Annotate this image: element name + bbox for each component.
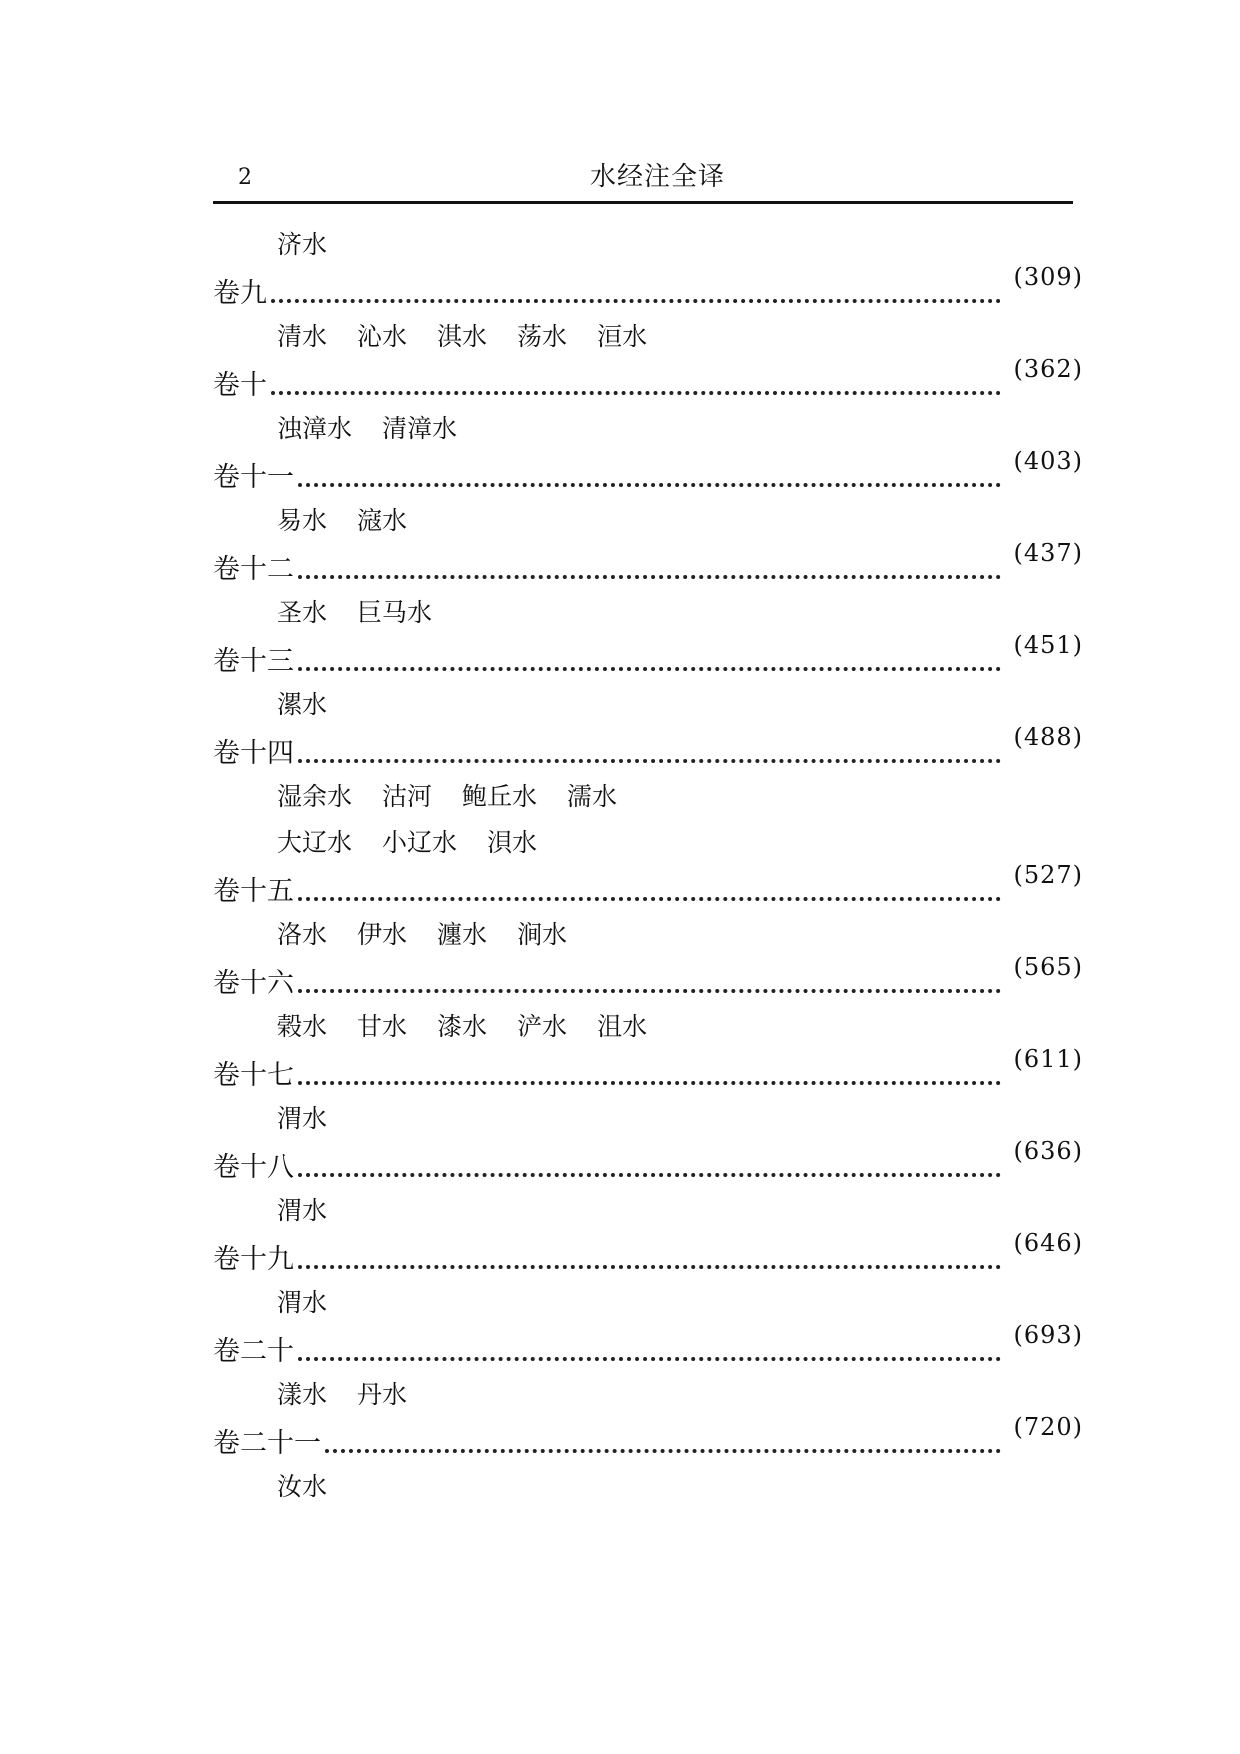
dot-leader xyxy=(298,1173,1001,1177)
volume-name: 卷十四 xyxy=(213,738,294,769)
river-name: 沁水 xyxy=(357,322,408,351)
dot-leader xyxy=(298,667,1001,671)
river-name: 濡水 xyxy=(567,782,618,811)
river-name: 浊漳水 xyxy=(277,414,353,443)
river-name: 瀍水 xyxy=(437,920,488,949)
page-number: 2 xyxy=(238,165,252,190)
volume-page-number: (362) xyxy=(1013,355,1083,383)
volume-name: 卷十六 xyxy=(213,968,294,999)
toc-volume-entry xyxy=(213,263,1083,314)
toc-river-list xyxy=(213,774,1083,820)
river-name: 漯水 xyxy=(277,690,328,719)
river-name: 涧水 xyxy=(517,920,568,949)
volume-page-number: (309) xyxy=(1013,263,1083,291)
toc-volume-entry xyxy=(213,723,1083,774)
volume-page-number: (646) xyxy=(1013,1229,1083,1257)
river-name: 湿余水 xyxy=(277,782,353,811)
volume-page-number: (488) xyxy=(1013,723,1083,751)
toc-volume-entry xyxy=(213,631,1083,682)
volume-name: 卷九 xyxy=(213,278,267,309)
river-name: 巨马水 xyxy=(357,598,433,627)
volume-page-number: (403) xyxy=(1013,447,1083,475)
river-name: 洛水 xyxy=(277,920,328,949)
toc-river-list xyxy=(213,682,1083,728)
toc-volume-entry xyxy=(213,1229,1083,1280)
river-name: 淇水 xyxy=(437,322,488,351)
header-rule xyxy=(213,201,1073,204)
river-name: 清漳水 xyxy=(382,414,458,443)
river-name: 渭水 xyxy=(277,1288,328,1317)
volume-page-number: (693) xyxy=(1013,1321,1083,1349)
toc-river-list xyxy=(213,1372,1083,1418)
river-name: 漆水 xyxy=(437,1012,488,1041)
volume-name: 卷十 xyxy=(213,370,267,401)
river-name: 小辽水 xyxy=(382,828,458,857)
toc-river-list xyxy=(213,1188,1083,1234)
dot-leader xyxy=(298,483,1001,487)
river-name: 滱水 xyxy=(357,506,408,535)
toc-volume-entry xyxy=(213,1137,1083,1188)
dot-leader xyxy=(325,1449,1001,1453)
toc-river-list xyxy=(213,1004,1083,1050)
volume-name: 卷十七 xyxy=(213,1060,294,1091)
dot-leader xyxy=(298,759,1001,763)
toc-river-list xyxy=(213,590,1083,636)
toc-river-list xyxy=(213,314,1083,360)
volume-name: 卷十二 xyxy=(213,554,294,585)
toc-volume-entry xyxy=(213,861,1083,912)
river-name: 大辽水 xyxy=(277,828,353,857)
river-name: 洹水 xyxy=(597,322,648,351)
volume-name: 卷二十 xyxy=(213,1336,294,1367)
toc-volume-entry xyxy=(213,1413,1083,1464)
toc-river-list xyxy=(213,1464,1083,1510)
river-name: 荡水 xyxy=(517,322,568,351)
volume-name: 卷十八 xyxy=(213,1152,294,1183)
river-name: 清水 xyxy=(277,322,328,351)
volume-name: 卷二十一 xyxy=(213,1428,321,1459)
river-name: 沽河 xyxy=(382,782,433,811)
toc-volume-entry xyxy=(213,355,1083,406)
running-title: 水经注全译 xyxy=(590,162,726,192)
toc-river-list xyxy=(213,1280,1083,1326)
toc-volume-entry xyxy=(213,1321,1083,1372)
river-name: 伊水 xyxy=(357,920,408,949)
toc-volume-entry xyxy=(213,539,1083,590)
river-name: 渭水 xyxy=(277,1196,328,1225)
volume-name: 卷十三 xyxy=(213,646,294,677)
river-name: 丹水 xyxy=(357,1380,408,1409)
river-name: 榖水 xyxy=(277,1012,328,1041)
volume-page-number: (527) xyxy=(1013,861,1083,889)
river-name: 渭水 xyxy=(277,1104,328,1133)
dot-leader xyxy=(298,897,1001,901)
dot-leader xyxy=(298,1357,1001,1361)
volume-page-number: (720) xyxy=(1013,1413,1083,1441)
river-name: 圣水 xyxy=(277,598,328,627)
volume-name: 卷十九 xyxy=(213,1244,294,1275)
dot-leader xyxy=(271,391,1001,395)
volume-page-number: (451) xyxy=(1013,631,1083,659)
volume-page-number: (437) xyxy=(1013,539,1083,567)
river-name: 汝水 xyxy=(277,1472,328,1501)
dot-leader xyxy=(271,299,1001,303)
volume-page-number: (565) xyxy=(1013,953,1083,981)
volume-page-number: (636) xyxy=(1013,1137,1083,1165)
volume-page-number: (611) xyxy=(1013,1045,1083,1073)
dot-leader xyxy=(298,575,1001,579)
toc-volume-entry xyxy=(213,953,1083,1004)
toc-volume-entry xyxy=(213,447,1083,498)
toc-river-list xyxy=(213,912,1083,958)
toc-river-list xyxy=(213,222,1083,268)
dot-leader xyxy=(298,989,1001,993)
table-of-contents xyxy=(213,222,1083,1510)
volume-name: 卷十一 xyxy=(213,462,294,493)
toc-river-list xyxy=(213,406,1083,452)
river-name: 漾水 xyxy=(277,1380,328,1409)
dot-leader xyxy=(298,1081,1001,1085)
river-name: 济水 xyxy=(277,230,328,259)
dot-leader xyxy=(298,1265,1001,1269)
river-name: 沮水 xyxy=(597,1012,648,1041)
river-name: 鲍丘水 xyxy=(462,782,538,811)
toc-volume-entry xyxy=(213,1045,1083,1096)
volume-name: 卷十五 xyxy=(213,876,294,907)
toc-river-list xyxy=(213,820,1083,866)
toc-river-list xyxy=(213,498,1083,544)
river-name: 浿水 xyxy=(487,828,538,857)
river-name: 浐水 xyxy=(517,1012,568,1041)
toc-river-list xyxy=(213,1096,1083,1142)
river-name: 易水 xyxy=(277,506,328,535)
river-name: 甘水 xyxy=(357,1012,408,1041)
